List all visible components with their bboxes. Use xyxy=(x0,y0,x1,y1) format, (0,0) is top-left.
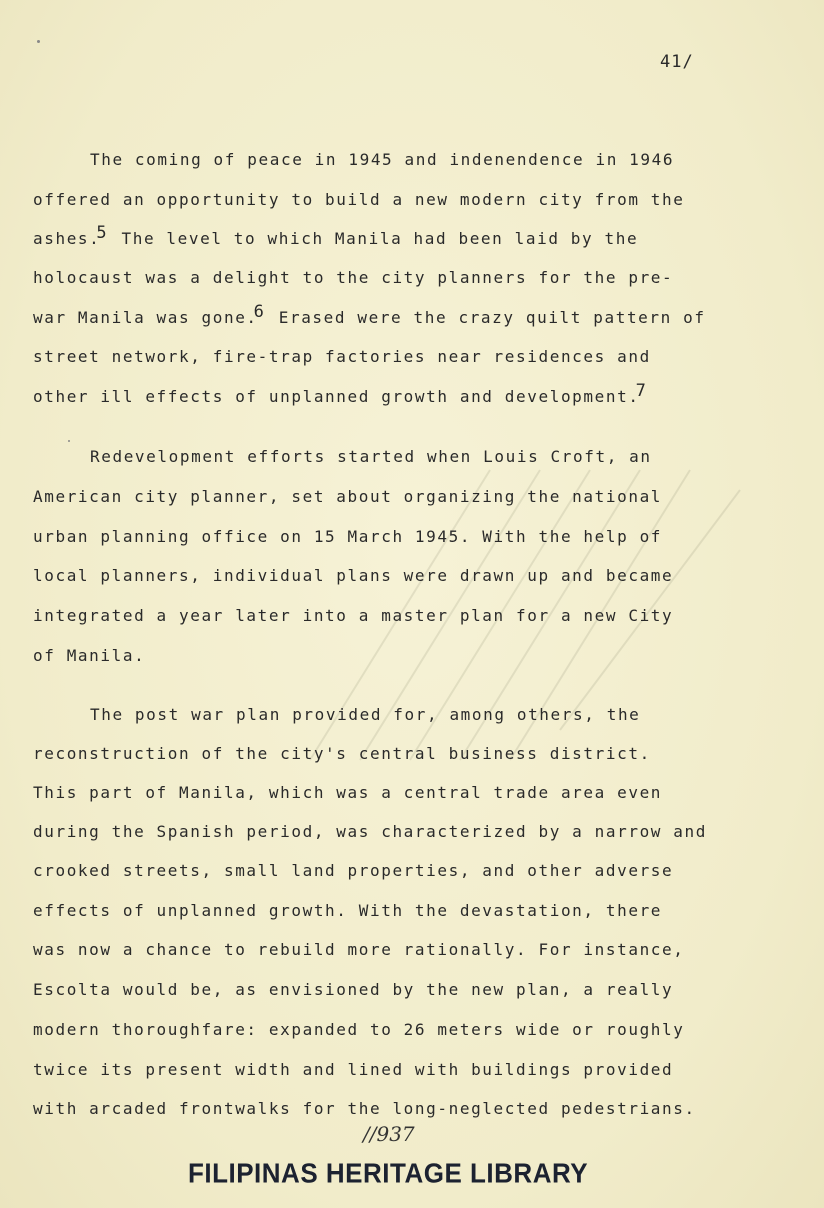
text-line: twice its present width and lined with buildings provided xyxy=(33,1060,674,1079)
footnote-ref: 6 xyxy=(253,302,266,322)
text-line: modern thoroughfare: expanded to 26 meters wide or roughly xyxy=(33,1020,685,1039)
page-number: 41/ xyxy=(660,52,694,72)
text-line: war Manila was gone.$^6$ Erased were the crazy quilt pattern of xyxy=(33,302,706,327)
text-line: The coming of peace in 1945 and indenendence in 1946 xyxy=(90,150,675,169)
text-line: American city planner, set about organizing the national xyxy=(33,487,663,506)
text-line: crooked streets, small land properties, and other adverse xyxy=(33,861,674,880)
text-line: The post war plan provided for, among others, the xyxy=(90,705,641,724)
text-line: was now a chance to rebuild more rationally. For instance, xyxy=(33,940,685,959)
footnote-ref: 5 xyxy=(96,223,109,243)
library-stamp: FILIPINAS HERITAGE LIBRARY xyxy=(188,1156,589,1190)
text-line: This part of Manila, which was a central trade area even xyxy=(33,783,663,802)
text-line: local planners, individual plans were drawn up and became xyxy=(33,566,674,585)
text-line: reconstruction of the city's central business district. xyxy=(33,744,651,763)
text-line: other ill effects of unplanned growth and development.$^7$ xyxy=(33,381,648,406)
paper-speck xyxy=(37,40,40,43)
text-line: Redevelopment efforts started when Louis Croft, an xyxy=(90,447,652,466)
text-line: with arcaded frontwalks for the long-neglected pedestrians. xyxy=(33,1099,696,1118)
footnote-ref: 7 xyxy=(635,381,648,401)
text-line: integrated a year later into a master plan for a new City xyxy=(33,606,674,625)
text-line: Escolta would be, as envisioned by the new plan, a really xyxy=(33,980,674,999)
text-line: during the Spanish period, was characterized by a narrow and xyxy=(33,822,707,841)
text-line: street network, fire-trap factories near residences and xyxy=(33,347,651,366)
text-line: offered an opportunity to build a new modern city from the xyxy=(33,190,685,209)
paper-speck xyxy=(68,440,70,442)
text-line: effects of unplanned growth. With the devastation, there xyxy=(33,901,663,920)
text-line: urban planning office on 15 March 1945. With the help of xyxy=(33,527,663,546)
handwritten-note: //937 xyxy=(363,1122,415,1146)
text-line: of Manila. xyxy=(33,646,146,665)
text-line: ashes.$^5$ The level to which Manila had been laid by the xyxy=(33,223,639,248)
text-line: holocaust was a delight to the city planners for the pre- xyxy=(33,268,674,287)
